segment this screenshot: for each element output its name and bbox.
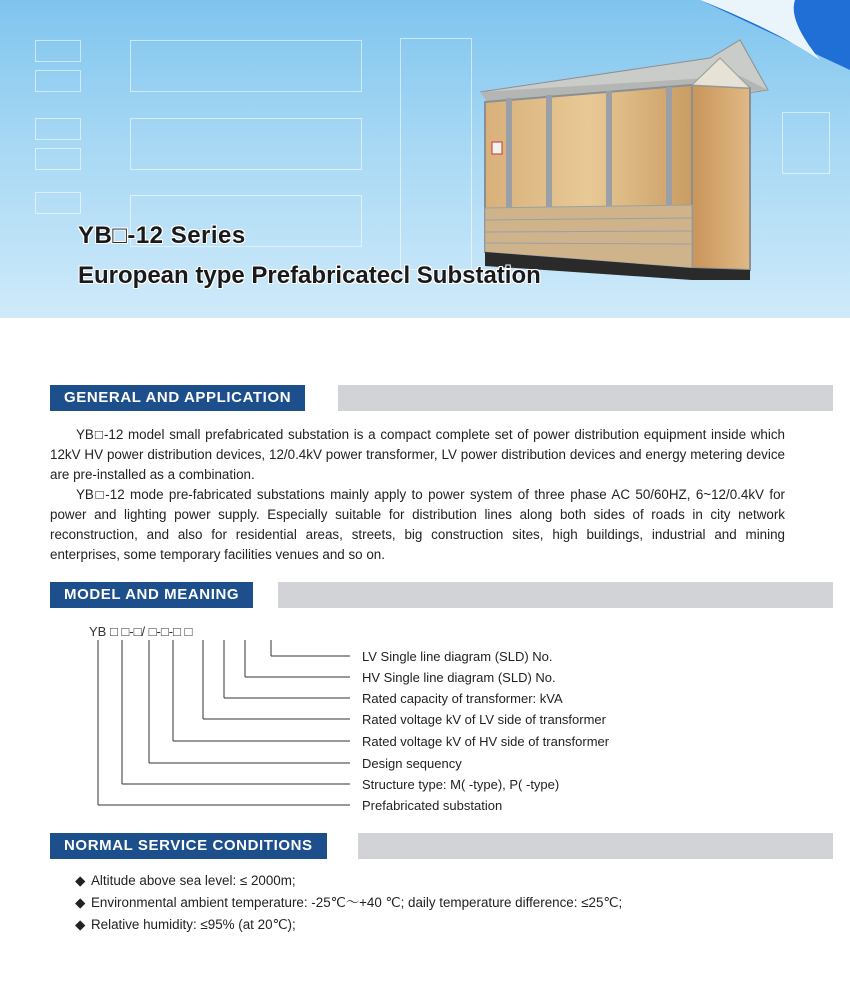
list-item — [75, 892, 622, 914]
decor-box — [130, 40, 362, 92]
meaning-item: Prefabricated substation — [362, 798, 503, 813]
diamond-bullet-icon: ◆ — [75, 917, 86, 932]
diamond-bullet-icon: ◆ — [75, 895, 86, 910]
section-bar — [278, 582, 833, 608]
condition-text: Altitude above sea level: ≤ 2000m; — [91, 873, 296, 888]
banner — [0, 0, 850, 318]
condition-text: Relative humidity: ≤95% (at 20℃); — [91, 917, 296, 932]
section-bar — [338, 385, 833, 411]
meaning-item: Design sequency — [362, 756, 462, 771]
meaning-item: Structure type: M( -type), P( -type) — [362, 777, 560, 792]
meaning-item: Rated voltage kV of LV side of transformer — [362, 712, 606, 727]
list-item — [75, 870, 622, 892]
model-code: YB □ □-□/ □-□-□ □ — [89, 624, 193, 639]
section-title: NORMAL SERVICE CONDITIONS — [50, 833, 327, 859]
section-bar — [358, 833, 833, 859]
meaning-item: Rated voltage kV of HV side of transformer — [362, 734, 610, 749]
section-title: GENERAL AND APPLICATION — [50, 385, 305, 411]
paragraph: YB□-12 model small prefabricated substation is a compact complete set of power distribution equipment inside which 12kV HV power distribution devices, 12/0.4kV power transformer, LV power distribution devices and energy metering device are pre-installed as a combination. — [50, 427, 785, 482]
conditions-list — [75, 870, 622, 936]
decor-box — [35, 70, 81, 92]
decor-box — [35, 148, 81, 170]
decor-box — [35, 192, 81, 214]
decor-box — [35, 118, 81, 140]
section-title: MODEL AND MEANING — [50, 582, 253, 608]
diamond-bullet-icon: ◆ — [75, 873, 86, 888]
meaning-item: Rated capacity of transformer: kVA — [362, 691, 563, 706]
series-title: YB□-12 Series — [78, 222, 246, 249]
meaning-item: HV Single line diagram (SLD) No. — [362, 670, 556, 685]
page-curl-decor — [700, 0, 850, 70]
model-diagram — [0, 612, 850, 822]
paragraph: YB□-12 mode pre-fabricated substations mainly apply to power system of three phase AC 50/60HZ, 6~12/0.4kV for power and lighting power supply. Especially suitable for distribution lines along both sides of roads in city network reconstruction, and also for residential areas, streets, big construction sites, high buildings, industrial and mining enterprises, some temporary facilities venues and so on. — [50, 487, 785, 562]
product-title: European type Prefabricatecl Substation — [78, 262, 541, 289]
decor-box — [35, 40, 81, 62]
meaning-item: LV Single line diagram (SLD) No. — [362, 649, 553, 664]
decor-box — [782, 112, 830, 174]
decor-box — [130, 118, 362, 170]
decor-box — [400, 38, 472, 270]
general-text — [50, 425, 785, 565]
condition-text: Environmental ambient temperature: -25℃～+40 ℃; daily temperature difference: ≤25℃; — [91, 895, 623, 910]
list-item — [75, 914, 622, 936]
